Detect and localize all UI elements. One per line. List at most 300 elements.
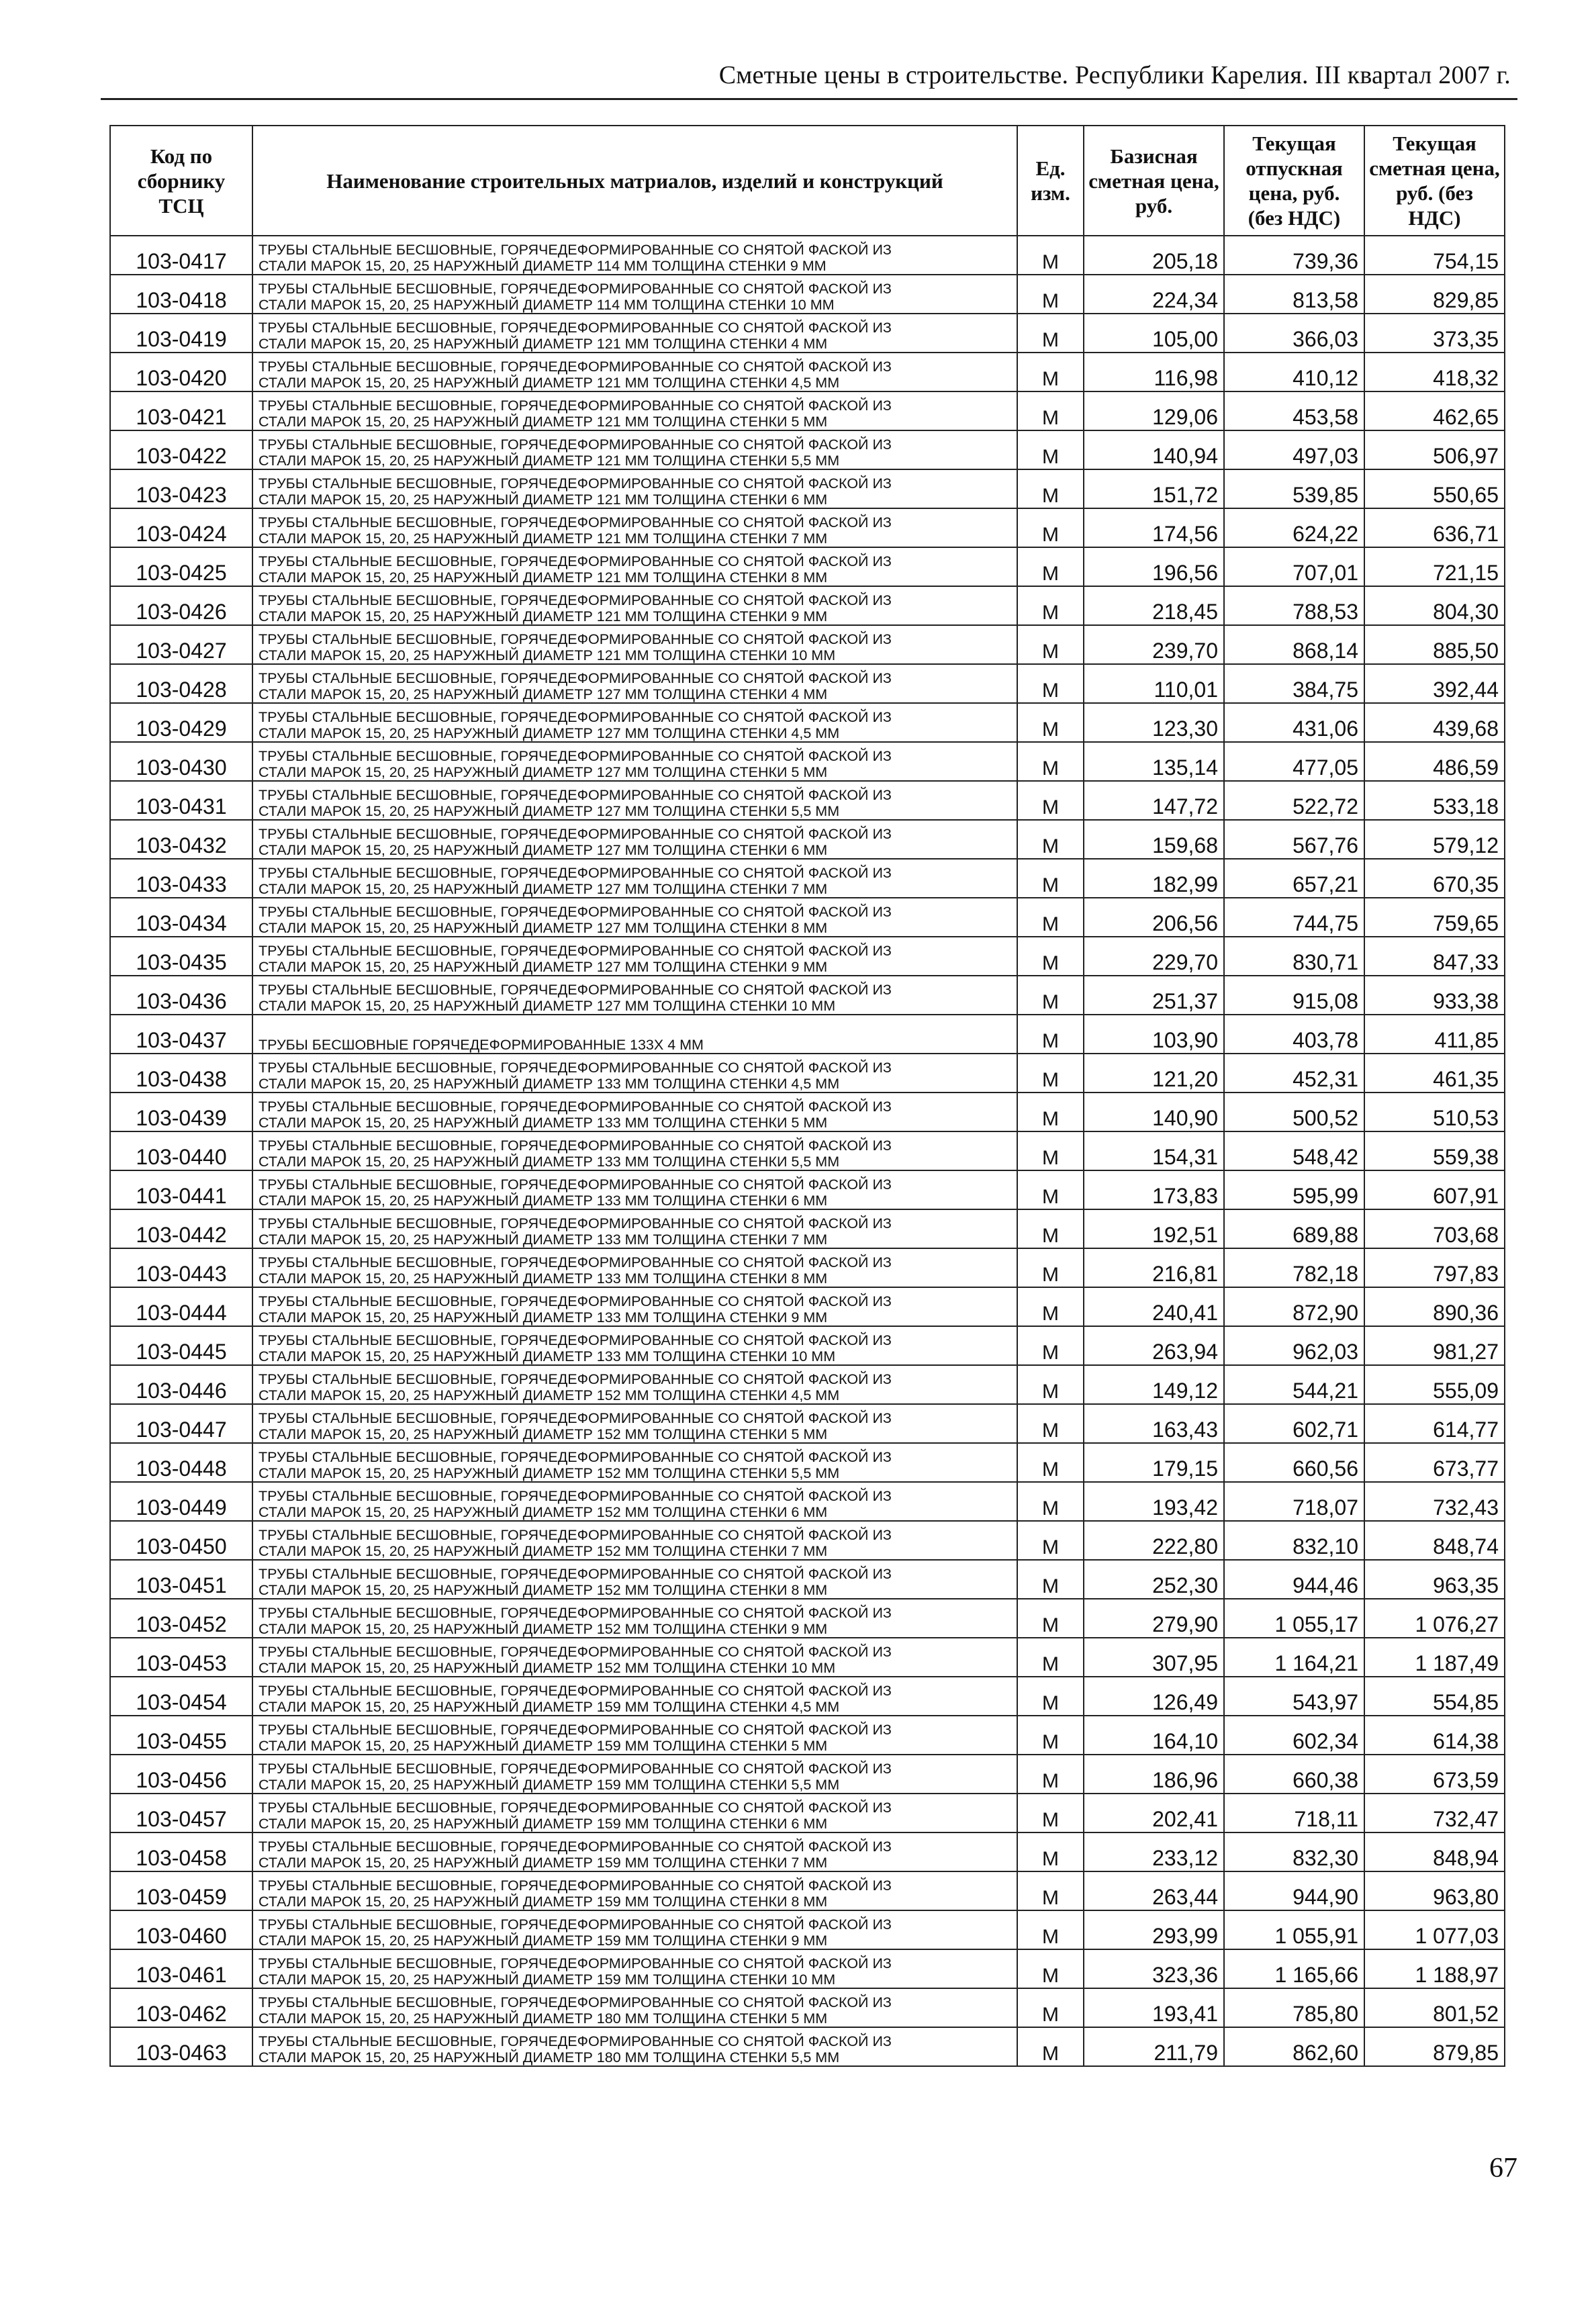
- cell-base-price: 202,41: [1084, 1794, 1224, 1832]
- cell-unit: М: [1017, 1755, 1084, 1794]
- cell-code: 103-0441: [110, 1170, 252, 1209]
- cell-base-price: 252,30: [1084, 1560, 1224, 1599]
- cell-wholesale-price: 872,90: [1224, 1287, 1364, 1326]
- cell-name: [252, 1170, 1017, 1209]
- cell-name-line-1: ТРУБЫ СТАЛЬНЫЕ БЕСШОВНЫЕ, ГОРЯЧЕДЕФОРМИРОВАННЫЕ СО СНЯТОЙ ФАСКОЙ ИЗ: [259, 1293, 892, 1309]
- cell-name: [252, 1949, 1017, 1988]
- cell-unit: М: [1017, 1443, 1084, 1482]
- cell-estimate-price: 506,97: [1364, 430, 1505, 469]
- cell-name-line-1: ТРУБЫ СТАЛЬНЫЕ БЕСШОВНЫЕ, ГОРЯЧЕДЕФОРМИРОВАННЫЕ СО СНЯТОЙ ФАСКОЙ ИЗ: [259, 1060, 892, 1076]
- cell-name-line-1: ТРУБЫ СТАЛЬНЫЕ БЕСШОВНЫЕ, ГОРЯЧЕДЕФОРМИРОВАННЫЕ СО СНЯТОЙ ФАСКОЙ ИЗ: [259, 1254, 892, 1270]
- cell-unit: М: [1017, 2027, 1084, 2066]
- cell-name: [252, 1716, 1017, 1755]
- cell-estimate-price: 554,85: [1364, 1677, 1505, 1716]
- cell-unit: М: [1017, 1521, 1084, 1560]
- cell-unit: М: [1017, 469, 1084, 508]
- cell-unit: М: [1017, 1093, 1084, 1131]
- cell-base-price: 116,98: [1084, 353, 1224, 391]
- cell-base-price: 164,10: [1084, 1716, 1224, 1755]
- cell-wholesale-price: 602,71: [1224, 1404, 1364, 1443]
- cell-name-line-2: СТАЛИ МАРОК 15, 20, 25 НАРУЖНЫЙ ДИАМЕТР 152 ММ ТОЛЩИНА СТЕНКИ 9 ММ: [259, 1621, 828, 1637]
- cell-name: [252, 1560, 1017, 1599]
- cell-base-price: 263,94: [1084, 1326, 1224, 1365]
- table-row: [110, 859, 1505, 898]
- cell-code: 103-0440: [110, 1131, 252, 1170]
- cell-estimate-price: 461,35: [1364, 1054, 1505, 1093]
- cell-estimate-price: 1 188,97: [1364, 1949, 1505, 1988]
- cell-wholesale-price: 785,80: [1224, 1988, 1364, 2027]
- cell-name: [252, 1287, 1017, 1326]
- cell-code: 103-0456: [110, 1755, 252, 1794]
- table-row: [110, 1638, 1505, 1677]
- cell-name-line-2: СТАЛИ МАРОК 15, 20, 25 НАРУЖНЫЙ ДИАМЕТР 121 ММ ТОЛЩИНА СТЕНКИ 9 ММ: [259, 608, 828, 624]
- cell-unit: М: [1017, 1560, 1084, 1599]
- cell-base-price: 211,79: [1084, 2027, 1224, 2066]
- cell-wholesale-price: 602,34: [1224, 1716, 1364, 1755]
- cell-wholesale-price: 1 055,91: [1224, 1910, 1364, 1949]
- cell-name: [252, 1755, 1017, 1794]
- cell-wholesale-price: 1 055,17: [1224, 1599, 1364, 1638]
- cell-unit: М: [1017, 314, 1084, 353]
- cell-name: [252, 275, 1017, 314]
- cell-base-price: 206,56: [1084, 898, 1224, 937]
- cell-estimate-price: 847,33: [1364, 937, 1505, 976]
- cell-name-line-2: СТАЛИ МАРОК 15, 20, 25 НАРУЖНЫЙ ДИАМЕТР 121 ММ ТОЛЩИНА СТЕНКИ 5 ММ: [259, 414, 828, 430]
- cell-name-line-2: СТАЛИ МАРОК 15, 20, 25 НАРУЖНЫЙ ДИАМЕТР 152 ММ ТОЛЩИНА СТЕНКИ 10 ММ: [259, 1660, 836, 1676]
- table-header: [110, 126, 1505, 236]
- table-row: [110, 1443, 1505, 1482]
- cell-name-line-1: ТРУБЫ СТАЛЬНЫЕ БЕСШОВНЫЕ, ГОРЯЧЕДЕФОРМИРОВАННЫЕ СО СНЯТОЙ ФАСКОЙ ИЗ: [259, 242, 892, 258]
- cell-name: [252, 820, 1017, 859]
- cell-name-line-2: СТАЛИ МАРОК 15, 20, 25 НАРУЖНЫЙ ДИАМЕТР 159 ММ ТОЛЩИНА СТЕНКИ 6 ММ: [259, 1816, 828, 1832]
- cell-wholesale-price: 1 164,21: [1224, 1638, 1364, 1677]
- cell-name-line-2: СТАЛИ МАРОК 15, 20, 25 НАРУЖНЫЙ ДИАМЕТР 152 ММ ТОЛЩИНА СТЕНКИ 8 ММ: [259, 1582, 828, 1598]
- cell-name: [252, 1365, 1017, 1404]
- cell-code: 103-0450: [110, 1521, 252, 1560]
- cell-estimate-price: 754,15: [1364, 236, 1505, 275]
- cell-name: [252, 1209, 1017, 1248]
- cell-unit: М: [1017, 1054, 1084, 1093]
- cell-unit: М: [1017, 664, 1084, 703]
- table-row: [110, 625, 1505, 664]
- cell-estimate-price: 804,30: [1364, 586, 1505, 625]
- cell-name: [252, 1326, 1017, 1365]
- cell-wholesale-price: 862,60: [1224, 2027, 1364, 2066]
- cell-unit: М: [1017, 742, 1084, 781]
- cell-estimate-price: 797,83: [1364, 1248, 1505, 1287]
- cell-name-line-2: СТАЛИ МАРОК 15, 20, 25 НАРУЖНЫЙ ДИАМЕТР 127 ММ ТОЛЩИНА СТЕНКИ 5 ММ: [259, 764, 828, 780]
- cell-estimate-price: 963,35: [1364, 1560, 1505, 1599]
- cell-code: 103-0457: [110, 1794, 252, 1832]
- cell-code: 103-0433: [110, 859, 252, 898]
- cell-code: 103-0423: [110, 469, 252, 508]
- cell-name-line-1: ТРУБЫ СТАЛЬНЫЕ БЕСШОВНЫЕ, ГОРЯЧЕДЕФОРМИРОВАННЫЕ СО СНЯТОЙ ФАСКОЙ ИЗ: [259, 631, 892, 647]
- cell-estimate-price: 732,43: [1364, 1482, 1505, 1521]
- cell-estimate-price: 981,27: [1364, 1326, 1505, 1365]
- table-row: [110, 1949, 1505, 1988]
- cell-estimate-price: 555,09: [1364, 1365, 1505, 1404]
- cell-name-line-1: ТРУБЫ СТАЛЬНЫЕ БЕСШОВНЫЕ, ГОРЯЧЕДЕФОРМИРОВАННЫЕ СО СНЯТОЙ ФАСКОЙ ИЗ: [259, 904, 892, 920]
- cell-name-line-1: ТРУБЫ СТАЛЬНЫЕ БЕСШОВНЫЕ, ГОРЯЧЕДЕФОРМИРОВАННЫЕ СО СНЯТОЙ ФАСКОЙ ИЗ: [259, 1488, 892, 1504]
- cell-base-price: 229,70: [1084, 937, 1224, 976]
- cell-unit: М: [1017, 1599, 1084, 1638]
- cell-base-price: 240,41: [1084, 1287, 1224, 1326]
- cell-base-price: 129,06: [1084, 391, 1224, 430]
- cell-wholesale-price: 548,42: [1224, 1131, 1364, 1170]
- cell-wholesale-price: 477,05: [1224, 742, 1364, 781]
- cell-wholesale-price: 366,03: [1224, 314, 1364, 353]
- cell-name-line-2: СТАЛИ МАРОК 15, 20, 25 НАРУЖНЫЙ ДИАМЕТР 152 ММ ТОЛЩИНА СТЕНКИ 6 ММ: [259, 1504, 828, 1520]
- table-row: [110, 1560, 1505, 1599]
- cell-base-price: 222,80: [1084, 1521, 1224, 1560]
- cell-name-line-2: СТАЛИ МАРОК 15, 20, 25 НАРУЖНЫЙ ДИАМЕТР 159 ММ ТОЛЩИНА СТЕНКИ 5 ММ: [259, 1738, 828, 1754]
- cell-wholesale-price: 522,72: [1224, 781, 1364, 820]
- price-table: [109, 125, 1505, 2067]
- cell-name-line-1: ТРУБЫ БЕСШОВНЫЕ ГОРЯЧЕДЕФОРМИРОВАННЫЕ 133Х 4 ММ: [259, 1037, 704, 1053]
- cell-name-line-1: ТРУБЫ СТАЛЬНЫЕ БЕСШОВНЫЕ, ГОРЯЧЕДЕФОРМИРОВАННЫЕ СО СНЯТОЙ ФАСКОЙ ИЗ: [259, 436, 892, 453]
- cell-code: 103-0421: [110, 391, 252, 430]
- cell-name-line-1: ТРУБЫ СТАЛЬНЫЕ БЕСШОВНЫЕ, ГОРЯЧЕДЕФОРМИРОВАННЫЕ СО СНЯТОЙ ФАСКОЙ ИЗ: [259, 787, 892, 803]
- table-row: [110, 1794, 1505, 1832]
- cell-name-line-1: ТРУБЫ СТАЛЬНЫЕ БЕСШОВНЫЕ, ГОРЯЧЕДЕФОРМИРОВАННЫЕ СО СНЯТОЙ ФАСКОЙ ИЗ: [259, 1800, 892, 1816]
- cell-base-price: 182,99: [1084, 859, 1224, 898]
- table-row: [110, 1248, 1505, 1287]
- cell-name-line-2: СТАЛИ МАРОК 15, 20, 25 НАРУЖНЫЙ ДИАМЕТР 121 ММ ТОЛЩИНА СТЕНКИ 4 ММ: [259, 336, 828, 352]
- table-row: [110, 703, 1505, 742]
- table-row: [110, 2027, 1505, 2066]
- cell-name: [252, 703, 1017, 742]
- cell-base-price: 159,68: [1084, 820, 1224, 859]
- cell-code: 103-0435: [110, 937, 252, 976]
- cell-wholesale-price: 544,21: [1224, 1365, 1364, 1404]
- cell-wholesale-price: 782,18: [1224, 1248, 1364, 1287]
- cell-estimate-price: 607,91: [1364, 1170, 1505, 1209]
- cell-name: [252, 625, 1017, 664]
- cell-name-line-2: СТАЛИ МАРОК 15, 20, 25 НАРУЖНЫЙ ДИАМЕТР 159 ММ ТОЛЩИНА СТЕНКИ 5,5 ММ: [259, 1777, 840, 1793]
- cell-base-price: 110,01: [1084, 664, 1224, 703]
- cell-wholesale-price: 944,46: [1224, 1560, 1364, 1599]
- table-row: [110, 1482, 1505, 1521]
- cell-base-price: 323,36: [1084, 1949, 1224, 1988]
- cell-unit: М: [1017, 1482, 1084, 1521]
- cell-name: [252, 1910, 1017, 1949]
- cell-name-line-2: СТАЛИ МАРОК 15, 20, 25 НАРУЖНЫЙ ДИАМЕТР 133 ММ ТОЛЩИНА СТЕНКИ 9 ММ: [259, 1309, 828, 1326]
- cell-wholesale-price: 944,90: [1224, 1871, 1364, 1910]
- col-header-wholesale-price: Текущая отпускная цена, руб. (без НДС): [1224, 126, 1364, 236]
- cell-name: [252, 353, 1017, 391]
- cell-code: 103-0461: [110, 1949, 252, 1988]
- cell-base-price: 179,15: [1084, 1443, 1224, 1482]
- cell-unit: М: [1017, 1287, 1084, 1326]
- cell-wholesale-price: 868,14: [1224, 625, 1364, 664]
- cell-estimate-price: 848,94: [1364, 1832, 1505, 1871]
- cell-estimate-price: 439,68: [1364, 703, 1505, 742]
- cell-name-line-2: СТАЛИ МАРОК 15, 20, 25 НАРУЖНЫЙ ДИАМЕТР 133 ММ ТОЛЩИНА СТЕНКИ 5,5 ММ: [259, 1154, 840, 1170]
- cell-estimate-price: 614,38: [1364, 1716, 1505, 1755]
- cell-name-line-2: СТАЛИ МАРОК 15, 20, 25 НАРУЖНЫЙ ДИАМЕТР 121 ММ ТОЛЩИНА СТЕНКИ 4,5 ММ: [259, 375, 840, 391]
- cell-base-price: 123,30: [1084, 703, 1224, 742]
- cell-name: [252, 1015, 1017, 1054]
- cell-code: 103-0425: [110, 547, 252, 586]
- cell-name: [252, 1677, 1017, 1716]
- cell-unit: М: [1017, 1326, 1084, 1365]
- cell-base-price: 233,12: [1084, 1832, 1224, 1871]
- cell-name: [252, 2027, 1017, 2066]
- cell-name-line-1: ТРУБЫ СТАЛЬНЫЕ БЕСШОВНЫЕ, ГОРЯЧЕДЕФОРМИРОВАННЫЕ СО СНЯТОЙ ФАСКОЙ ИЗ: [259, 709, 892, 725]
- cell-unit: М: [1017, 859, 1084, 898]
- cell-unit: М: [1017, 236, 1084, 275]
- cell-wholesale-price: 539,85: [1224, 469, 1364, 508]
- cell-code: 103-0437: [110, 1015, 252, 1054]
- cell-name: [252, 1832, 1017, 1871]
- cell-base-price: 151,72: [1084, 469, 1224, 508]
- cell-unit: М: [1017, 1988, 1084, 2027]
- cell-name: [252, 314, 1017, 353]
- cell-code: 103-0427: [110, 625, 252, 664]
- cell-name-line-2: СТАЛИ МАРОК 15, 20, 25 НАРУЖНЫЙ ДИАМЕТР 133 ММ ТОЛЩИНА СТЕНКИ 8 ММ: [259, 1270, 828, 1287]
- table-row: [110, 1209, 1505, 1248]
- cell-estimate-price: 614,77: [1364, 1404, 1505, 1443]
- cell-name: [252, 469, 1017, 508]
- cell-name-line-2: СТАЛИ МАРОК 15, 20, 25 НАРУЖНЫЙ ДИАМЕТР 133 ММ ТОЛЩИНА СТЕНКИ 4,5 ММ: [259, 1076, 840, 1092]
- cell-name-line-2: СТАЛИ МАРОК 15, 20, 25 НАРУЖНЫЙ ДИАМЕТР 159 ММ ТОЛЩИНА СТЕНКИ 10 ММ: [259, 1971, 836, 1988]
- cell-base-price: 251,37: [1084, 976, 1224, 1015]
- cell-name-line-1: ТРУБЫ СТАЛЬНЫЕ БЕСШОВНЫЕ, ГОРЯЧЕДЕФОРМИРОВАННЫЕ СО СНЯТОЙ ФАСКОЙ ИЗ: [259, 748, 892, 764]
- cell-code: 103-0443: [110, 1248, 252, 1287]
- cell-name-line-2: СТАЛИ МАРОК 15, 20, 25 НАРУЖНЫЙ ДИАМЕТР 159 ММ ТОЛЩИНА СТЕНКИ 9 ММ: [259, 1933, 828, 1949]
- cell-name: [252, 1521, 1017, 1560]
- col-header-unit: Ед. изм.: [1017, 126, 1084, 236]
- table-row: [110, 1365, 1505, 1404]
- cell-name: [252, 430, 1017, 469]
- cell-name: [252, 1599, 1017, 1638]
- cell-unit: М: [1017, 820, 1084, 859]
- cell-unit: М: [1017, 1248, 1084, 1287]
- cell-wholesale-price: 962,03: [1224, 1326, 1364, 1365]
- cell-wholesale-price: 832,30: [1224, 1832, 1364, 1871]
- table-row: [110, 1170, 1505, 1209]
- cell-wholesale-price: 744,75: [1224, 898, 1364, 937]
- cell-base-price: 192,51: [1084, 1209, 1224, 1248]
- cell-wholesale-price: 403,78: [1224, 1015, 1364, 1054]
- table-row: [110, 664, 1505, 703]
- cell-estimate-price: 392,44: [1364, 664, 1505, 703]
- cell-wholesale-price: 660,56: [1224, 1443, 1364, 1482]
- cell-estimate-price: 801,52: [1364, 1988, 1505, 2027]
- cell-code: 103-0417: [110, 236, 252, 275]
- cell-unit: М: [1017, 1910, 1084, 1949]
- cell-estimate-price: 673,77: [1364, 1443, 1505, 1482]
- cell-estimate-price: 510,53: [1364, 1093, 1505, 1131]
- cell-code: 103-0453: [110, 1638, 252, 1677]
- cell-base-price: 126,49: [1084, 1677, 1224, 1716]
- table-row: [110, 469, 1505, 508]
- cell-base-price: 307,95: [1084, 1638, 1224, 1677]
- cell-unit: М: [1017, 391, 1084, 430]
- cell-wholesale-price: 689,88: [1224, 1209, 1364, 1248]
- cell-code: 103-0462: [110, 1988, 252, 2027]
- cell-name: [252, 586, 1017, 625]
- cell-estimate-price: 879,85: [1364, 2027, 1505, 2066]
- table-row: [110, 1093, 1505, 1131]
- cell-name: [252, 1871, 1017, 1910]
- cell-code: 103-0446: [110, 1365, 252, 1404]
- cell-wholesale-price: 718,11: [1224, 1794, 1364, 1832]
- table-row: [110, 1910, 1505, 1949]
- cell-name-line-1: ТРУБЫ СТАЛЬНЫЕ БЕСШОВНЫЕ, ГОРЯЧЕДЕФОРМИРОВАННЫЕ СО СНЯТОЙ ФАСКОЙ ИЗ: [259, 1877, 892, 1894]
- cell-name: [252, 1131, 1017, 1170]
- table-row: [110, 314, 1505, 353]
- cell-name: [252, 1482, 1017, 1521]
- cell-name-line-1: ТРУБЫ СТАЛЬНЫЕ БЕСШОВНЫЕ, ГОРЯЧЕДЕФОРМИРОВАННЫЕ СО СНЯТОЙ ФАСКОЙ ИЗ: [259, 1994, 892, 2010]
- cell-wholesale-price: 595,99: [1224, 1170, 1364, 1209]
- cell-estimate-price: 1 076,27: [1364, 1599, 1505, 1638]
- table-row: [110, 781, 1505, 820]
- cell-name: [252, 1988, 1017, 2027]
- cell-base-price: 103,90: [1084, 1015, 1224, 1054]
- cell-unit: М: [1017, 275, 1084, 314]
- cell-name-line-2: СТАЛИ МАРОК 15, 20, 25 НАРУЖНЫЙ ДИАМЕТР 152 ММ ТОЛЩИНА СТЕНКИ 5,5 ММ: [259, 1465, 840, 1481]
- cell-name-line-1: ТРУБЫ СТАЛЬНЫЕ БЕСШОВНЫЕ, ГОРЯЧЕДЕФОРМИРОВАННЫЕ СО СНЯТОЙ ФАСКОЙ ИЗ: [259, 1527, 892, 1543]
- cell-base-price: 173,83: [1084, 1170, 1224, 1209]
- cell-base-price: 147,72: [1084, 781, 1224, 820]
- cell-name-line-2: СТАЛИ МАРОК 15, 20, 25 НАРУЖНЫЙ ДИАМЕТР 114 ММ ТОЛЩИНА СТЕНКИ 9 ММ: [259, 258, 827, 274]
- cell-name: [252, 1404, 1017, 1443]
- cell-base-price: 186,96: [1084, 1755, 1224, 1794]
- cell-name-line-2: СТАЛИ МАРОК 15, 20, 25 НАРУЖНЫЙ ДИАМЕТР 127 ММ ТОЛЩИНА СТЕНКИ 9 ММ: [259, 959, 828, 975]
- cell-unit: М: [1017, 1170, 1084, 1209]
- table-row: [110, 1871, 1505, 1910]
- cell-wholesale-price: 543,97: [1224, 1677, 1364, 1716]
- table-row: [110, 937, 1505, 976]
- table-row: [110, 1599, 1505, 1638]
- cell-name-line-1: ТРУБЫ СТАЛЬНЫЕ БЕСШОВНЫЕ, ГОРЯЧЕДЕФОРМИРОВАННЫЕ СО СНЯТОЙ ФАСКОЙ ИЗ: [259, 1176, 892, 1193]
- cell-unit: М: [1017, 937, 1084, 976]
- cell-code: 103-0428: [110, 664, 252, 703]
- header-row: [110, 126, 1505, 236]
- cell-unit: М: [1017, 1949, 1084, 1988]
- table-row: [110, 586, 1505, 625]
- table-row: [110, 1716, 1505, 1755]
- cell-name-line-1: ТРУБЫ СТАЛЬНЫЕ БЕСШОВНЫЕ, ГОРЯЧЕДЕФОРМИРОВАННЫЕ СО СНЯТОЙ ФАСКОЙ ИЗ: [259, 1605, 892, 1621]
- cell-name-line-1: ТРУБЫ СТАЛЬНЫЕ БЕСШОВНЫЕ, ГОРЯЧЕДЕФОРМИРОВАННЫЕ СО СНЯТОЙ ФАСКОЙ ИЗ: [259, 1839, 892, 1855]
- cell-base-price: 135,14: [1084, 742, 1224, 781]
- cell-name-line-1: ТРУБЫ СТАЛЬНЫЕ БЕСШОВНЫЕ, ГОРЯЧЕДЕФОРМИРОВАННЫЕ СО СНЯТОЙ ФАСКОЙ ИЗ: [259, 1332, 892, 1348]
- cell-name-line-1: ТРУБЫ СТАЛЬНЫЕ БЕСШОВНЫЕ, ГОРЯЧЕДЕФОРМИРОВАННЫЕ СО СНЯТОЙ ФАСКОЙ ИЗ: [259, 943, 892, 959]
- cell-unit: М: [1017, 1716, 1084, 1755]
- cell-name-line-2: СТАЛИ МАРОК 15, 20, 25 НАРУЖНЫЙ ДИАМЕТР 133 ММ ТОЛЩИНА СТЕНКИ 6 ММ: [259, 1193, 828, 1209]
- cell-code: 103-0445: [110, 1326, 252, 1365]
- cell-name-line-2: СТАЛИ МАРОК 15, 20, 25 НАРУЖНЫЙ ДИАМЕТР 180 ММ ТОЛЩИНА СТЕНКИ 5,5 ММ: [259, 2049, 840, 2065]
- cell-name-line-1: ТРУБЫ СТАЛЬНЫЕ БЕСШОВНЫЕ, ГОРЯЧЕДЕФОРМИРОВАННЫЕ СО СНЯТОЙ ФАСКОЙ ИЗ: [259, 1410, 892, 1426]
- cell-base-price: 239,70: [1084, 625, 1224, 664]
- cell-name-line-1: ТРУБЫ СТАЛЬНЫЕ БЕСШОВНЫЕ, ГОРЯЧЕДЕФОРМИРОВАННЫЕ СО СНЯТОЙ ФАСКОЙ ИЗ: [259, 1566, 892, 1582]
- cell-estimate-price: 885,50: [1364, 625, 1505, 664]
- cell-name-line-2: СТАЛИ МАРОК 15, 20, 25 НАРУЖНЫЙ ДИАМЕТР 127 ММ ТОЛЩИНА СТЕНКИ 7 ММ: [259, 881, 828, 897]
- cell-code: 103-0460: [110, 1910, 252, 1949]
- cell-estimate-price: 418,32: [1364, 353, 1505, 391]
- cell-base-price: 149,12: [1084, 1365, 1224, 1404]
- cell-name-line-2: СТАЛИ МАРОК 15, 20, 25 НАРУЖНЫЙ ДИАМЕТР 127 ММ ТОЛЩИНА СТЕНКИ 10 ММ: [259, 998, 836, 1014]
- cell-name-line-1: ТРУБЫ СТАЛЬНЫЕ БЕСШОВНЫЕ, ГОРЯЧЕДЕФОРМИРОВАННЫЕ СО СНЯТОЙ ФАСКОЙ ИЗ: [259, 1215, 892, 1232]
- cell-name-line-2: СТАЛИ МАРОК 15, 20, 25 НАРУЖНЫЙ ДИАМЕТР 159 ММ ТОЛЩИНА СТЕНКИ 4,5 ММ: [259, 1699, 840, 1715]
- cell-name-line-2: СТАЛИ МАРОК 15, 20, 25 НАРУЖНЫЙ ДИАМЕТР 127 ММ ТОЛЩИНА СТЕНКИ 6 ММ: [259, 842, 828, 858]
- cell-base-price: 263,44: [1084, 1871, 1224, 1910]
- cell-name: [252, 1054, 1017, 1093]
- cell-unit: М: [1017, 1794, 1084, 1832]
- cell-name: [252, 781, 1017, 820]
- table-row: [110, 1015, 1505, 1054]
- cell-name-line-2: СТАЛИ МАРОК 15, 20, 25 НАРУЖНЫЙ ДИАМЕТР 121 ММ ТОЛЩИНА СТЕНКИ 6 ММ: [259, 492, 828, 508]
- cell-code: 103-0458: [110, 1832, 252, 1871]
- cell-wholesale-price: 788,53: [1224, 586, 1364, 625]
- cell-wholesale-price: 1 165,66: [1224, 1949, 1364, 1988]
- col-header-name: Наименование строительных матриалов, изделий и конструкций: [252, 126, 1017, 236]
- cell-base-price: 216,81: [1084, 1248, 1224, 1287]
- cell-name-line-1: ТРУБЫ СТАЛЬНЫЕ БЕСШОВНЫЕ, ГОРЯЧЕДЕФОРМИРОВАННЫЕ СО СНЯТОЙ ФАСКОЙ ИЗ: [259, 320, 892, 336]
- cell-name-line-2: СТАЛИ МАРОК 15, 20, 25 НАРУЖНЫЙ ДИАМЕТР 127 ММ ТОЛЩИНА СТЕНКИ 4,5 ММ: [259, 725, 840, 741]
- cell-name-line-2: СТАЛИ МАРОК 15, 20, 25 НАРУЖНЫЙ ДИАМЕТР 121 ММ ТОЛЩИНА СТЕНКИ 5,5 ММ: [259, 453, 840, 469]
- cell-name-line-2: СТАЛИ МАРОК 15, 20, 25 НАРУЖНЫЙ ДИАМЕТР 180 ММ ТОЛЩИНА СТЕНКИ 5 ММ: [259, 2010, 828, 2027]
- cell-name-line-1: ТРУБЫ СТАЛЬНЫЕ БЕСШОВНЫЕ, ГОРЯЧЕДЕФОРМИРОВАННЫЕ СО СНЯТОЙ ФАСКОЙ ИЗ: [259, 1099, 892, 1115]
- cell-name-line-2: СТАЛИ МАРОК 15, 20, 25 НАРУЖНЫЙ ДИАМЕТР 121 ММ ТОЛЩИНА СТЕНКИ 7 ММ: [259, 530, 828, 547]
- cell-name-line-1: ТРУБЫ СТАЛЬНЫЕ БЕСШОВНЫЕ, ГОРЯЧЕДЕФОРМИРОВАННЫЕ СО СНЯТОЙ ФАСКОЙ ИЗ: [259, 514, 892, 530]
- cell-code: 103-0439: [110, 1093, 252, 1131]
- cell-base-price: 105,00: [1084, 314, 1224, 353]
- cell-wholesale-price: 452,31: [1224, 1054, 1364, 1093]
- table-row: [110, 1832, 1505, 1871]
- cell-name: [252, 742, 1017, 781]
- col-header-estimate-price: Текущая сметная цена, руб. (без НДС): [1364, 126, 1505, 236]
- cell-unit: М: [1017, 781, 1084, 820]
- cell-base-price: 174,56: [1084, 508, 1224, 547]
- cell-wholesale-price: 500,52: [1224, 1093, 1364, 1131]
- cell-estimate-price: 462,65: [1364, 391, 1505, 430]
- cell-base-price: 163,43: [1084, 1404, 1224, 1443]
- cell-unit: М: [1017, 353, 1084, 391]
- table-row: [110, 1326, 1505, 1365]
- table-row: [110, 1988, 1505, 2027]
- cell-code: 103-0430: [110, 742, 252, 781]
- table-row: [110, 353, 1505, 391]
- cell-unit: М: [1017, 430, 1084, 469]
- cell-name-line-2: СТАЛИ МАРОК 15, 20, 25 НАРУЖНЫЙ ДИАМЕТР 121 ММ ТОЛЩИНА СТЕНКИ 10 ММ: [259, 647, 836, 663]
- cell-base-price: 140,94: [1084, 430, 1224, 469]
- cell-code: 103-0459: [110, 1871, 252, 1910]
- cell-name-line-1: ТРУБЫ СТАЛЬНЫЕ БЕСШОВНЫЕ, ГОРЯЧЕДЕФОРМИРОВАННЫЕ СО СНЯТОЙ ФАСКОЙ ИЗ: [259, 1683, 892, 1699]
- cell-name: [252, 976, 1017, 1015]
- table-row: [110, 1404, 1505, 1443]
- cell-base-price: 205,18: [1084, 236, 1224, 275]
- cell-name: [252, 547, 1017, 586]
- cell-estimate-price: 373,35: [1364, 314, 1505, 353]
- cell-name-line-2: СТАЛИ МАРОК 15, 20, 25 НАРУЖНЫЙ ДИАМЕТР 127 ММ ТОЛЩИНА СТЕНКИ 4 ММ: [259, 686, 828, 702]
- header-rule: [101, 98, 1517, 100]
- cell-code: 103-0419: [110, 314, 252, 353]
- cell-name-line-2: СТАЛИ МАРОК 15, 20, 25 НАРУЖНЫЙ ДИАМЕТР 159 ММ ТОЛЩИНА СТЕНКИ 7 ММ: [259, 1855, 828, 1871]
- table-row: [110, 391, 1505, 430]
- cell-name-line-1: ТРУБЫ СТАЛЬНЫЕ БЕСШОВНЫЕ, ГОРЯЧЕДЕФОРМИРОВАННЫЕ СО СНЯТОЙ ФАСКОЙ ИЗ: [259, 553, 892, 569]
- cell-name: [252, 859, 1017, 898]
- cell-base-price: 121,20: [1084, 1054, 1224, 1093]
- table-row: [110, 430, 1505, 469]
- table-row: [110, 1287, 1505, 1326]
- cell-name-line-1: ТРУБЫ СТАЛЬНЫЕ БЕСШОВНЫЕ, ГОРЯЧЕДЕФОРМИРОВАННЫЕ СО СНЯТОЙ ФАСКОЙ ИЗ: [259, 826, 892, 842]
- cell-name-line-1: ТРУБЫ СТАЛЬНЫЕ БЕСШОВНЫЕ, ГОРЯЧЕДЕФОРМИРОВАННЫЕ СО СНЯТОЙ ФАСКОЙ ИЗ: [259, 1137, 892, 1154]
- cell-name-line-1: ТРУБЫ СТАЛЬНЫЕ БЕСШОВНЫЕ, ГОРЯЧЕДЕФОРМИРОВАННЫЕ СО СНЯТОЙ ФАСКОЙ ИЗ: [259, 475, 892, 492]
- table-row: [110, 1131, 1505, 1170]
- col-header-code: Код по сборнику ТСЦ: [110, 126, 252, 236]
